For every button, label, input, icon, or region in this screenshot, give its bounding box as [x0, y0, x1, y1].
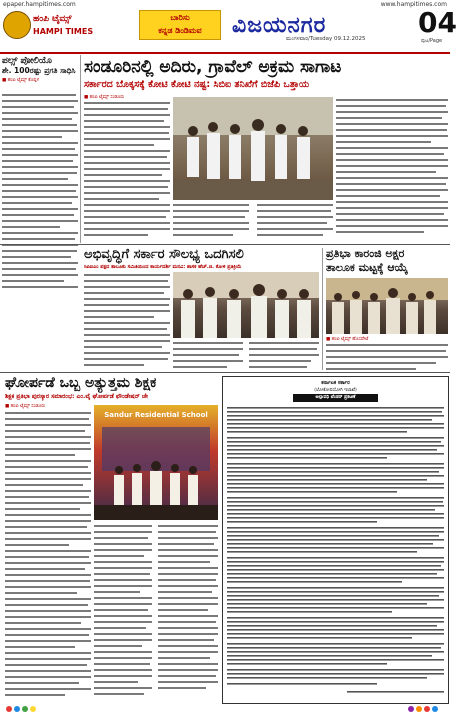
left-column-body — [2, 92, 78, 292]
school-banner-text: Sandur Residential School — [104, 411, 208, 419]
story1-body-col1 — [84, 100, 170, 242]
story3-body — [326, 342, 448, 370]
story4-body-col1 — [5, 410, 91, 702]
logo-kannada-text: ಹಂಪಿ ಟೈಮ್ಸ್ — [33, 14, 72, 24]
story4-photo — [94, 405, 218, 520]
slogan-line2: ಕನ್ನಡ ಡಿಂಡಿಮವ — [158, 26, 202, 35]
story3-text-lines — [326, 342, 448, 370]
left-column-story — [2, 56, 78, 83]
story4-headline: ಘೋರ್ಪಡೆ ಒಬ್ಬ ಅತ್ಯುತ್ತಮ ಶಿಕ್ಷಕ — [5, 375, 157, 391]
page-label: ಪುಟ/Page — [421, 38, 443, 44]
tender-body — [227, 405, 444, 699]
story4-body-col2 — [94, 523, 218, 703]
slogan-box — [139, 10, 221, 40]
left-column-text-lines — [2, 92, 78, 292]
story4-photo-figures — [94, 405, 218, 520]
story1-text-lines-2 — [173, 202, 333, 242]
story2-body-col1 — [84, 272, 170, 370]
left-column-byline: ■ ಹಂಪಿ ಟೈಮ್ಸ್ ಕೊಪ್ಪಳ — [2, 78, 40, 83]
story3-headline-line1: ಪ್ರತಿಭಾ ಕಾರಂಜಿ ಅಕ್ಷರ — [326, 247, 405, 260]
tender-notice — [222, 376, 449, 704]
story1-byline: ■ ಹಂಪಿ ಟೈಮ್ಸ್ ಸಂಡೂರು — [84, 95, 125, 100]
tender-title-line2: (ಲೋಕೋಪಯೋಗಿ ಇಲಾಖೆ) — [314, 388, 357, 393]
story3-headline-line2: ತಾಲೂಕ ಮಟ್ಟಕ್ಕೆ ಆಯ್ಕೆ — [326, 261, 408, 274]
section-divider-1 — [0, 244, 450, 245]
story4-subheadline: ಶಿಕ್ಷಕ ಪ್ರತಿಭಾ ಪುರಸ್ಕಾರ ಸಮಾರಂಭ: ಎಂ.ವೈ ಘೋರ್ಪಡೆ ಫೌಂಡೇಷನ್ ಚೇ — [5, 393, 148, 400]
story1-text-lines-3 — [336, 97, 448, 242]
website-url[interactable]: www.hampitimes.com — [380, 1, 447, 8]
footer-dot — [424, 706, 430, 712]
footer-dot — [14, 706, 20, 712]
story2-text-lines-2 — [173, 340, 319, 370]
story2-body-col2 — [173, 340, 319, 370]
story2-subheadline: ಸಿಪಿಐಎಂ ಪಕ್ಷದ ತಾಲೂಕು ಸಮಿತಿಯಿಂದ ಕಾರ್ಯದರ್ಶಿ ಮನವಿ: ಶಾಸಕ ಹೆಚ್.ಜಿ. ಕೋಳಿ ಪ್ರತಿಕ್ರಿಯೆ — [84, 264, 242, 270]
logo-english-text: HAMPI TIMES — [33, 27, 94, 36]
story2-headline: ಅಭಿವೃದ್ಧಿಗೆ ಸರ್ಕಾರ ಸೌಲಭ್ಯ ಒದಗಿಸಲಿ — [84, 247, 244, 262]
footer-dot — [6, 706, 12, 712]
story3-byline: ■ ಹಂಪಿ ಟೈಮ್ಸ್ ಹೊಸಪೇಟೆ — [326, 337, 369, 342]
story1-body-col2 — [173, 202, 333, 242]
story3-photo — [326, 278, 448, 334]
story4-byline: ■ ಹಂಪಿ ಟೈಮ್ಸ್ ಸಂಡೂರು — [5, 404, 46, 409]
tender-text-lines — [227, 405, 444, 699]
story1-body-col3 — [336, 97, 448, 242]
page-number: 04 — [418, 6, 457, 39]
story1-photo — [173, 97, 333, 200]
masthead-divider — [0, 52, 450, 54]
column-divider-2 — [322, 248, 323, 370]
footer-dot — [30, 706, 36, 712]
story1-text-lines-1 — [84, 100, 170, 242]
footer-dot — [416, 706, 422, 712]
story2-text-lines-1 — [84, 272, 170, 370]
left-column-headline-line2: ಶೇ. 100ರಷ್ಟು ಪ್ರಗತಿ ಸಾಧಿಸಿ — [2, 66, 76, 75]
story4-text-lines-1 — [5, 410, 91, 702]
story1-headline: ಸಂಡೂರಿನಲ್ಲಿ ಅದಿರು, ಗ್ರಾವೆಲ್ ಅಕ್ರಮ ಸಾಗಾಟ — [84, 57, 342, 77]
issue-date: ಮಂಗಳವಾರ/Tuesday 09.12.2025 — [286, 36, 366, 42]
slogan-line1: ಬಾರಿಸು — [170, 13, 190, 22]
story2-photo — [173, 272, 319, 338]
epaper-url[interactable]: epaper.hampitimes.com — [3, 1, 76, 8]
footer-dot — [432, 706, 438, 712]
story4-text-lines-2 — [94, 523, 218, 703]
footer-color-strip — [0, 705, 450, 713]
edition-name: ವಿಜಯನಗರ — [232, 12, 327, 38]
story1-subheadline: ಸರ್ಕಾರದ ಬೊಕ್ಕಸಕ್ಕೆ ಕೋಟಿ ಕೋಟಿ ನಷ್ಟ: ಸಿಬಿಐ ತನಿಖೆಗೆ ಬಿಜೆಪಿ ಒತ್ತಾಯ — [84, 79, 310, 90]
story3-photo-figures — [326, 278, 448, 334]
footer-dot — [408, 706, 414, 712]
column-divider — [80, 55, 81, 243]
left-column-headline-line1: ಪಲ್ಸ್ ಪೋಲಿಯೊ — [2, 56, 52, 66]
story2-photo-figures — [173, 272, 319, 338]
story1-photo-figures — [173, 97, 333, 200]
footer-dot — [22, 706, 28, 712]
hampi-times-logo-icon — [3, 11, 31, 39]
section-divider-2 — [0, 372, 450, 373]
tender-title-line1: ಕರ್ನಾಟಕ ಸರ್ಕಾರ — [321, 380, 350, 386]
tender-notice-title: ಅಲ್ಪಾವಧಿ ಟೆಂಡರ್ ಪ್ರಕಟಣೆ — [293, 394, 378, 402]
